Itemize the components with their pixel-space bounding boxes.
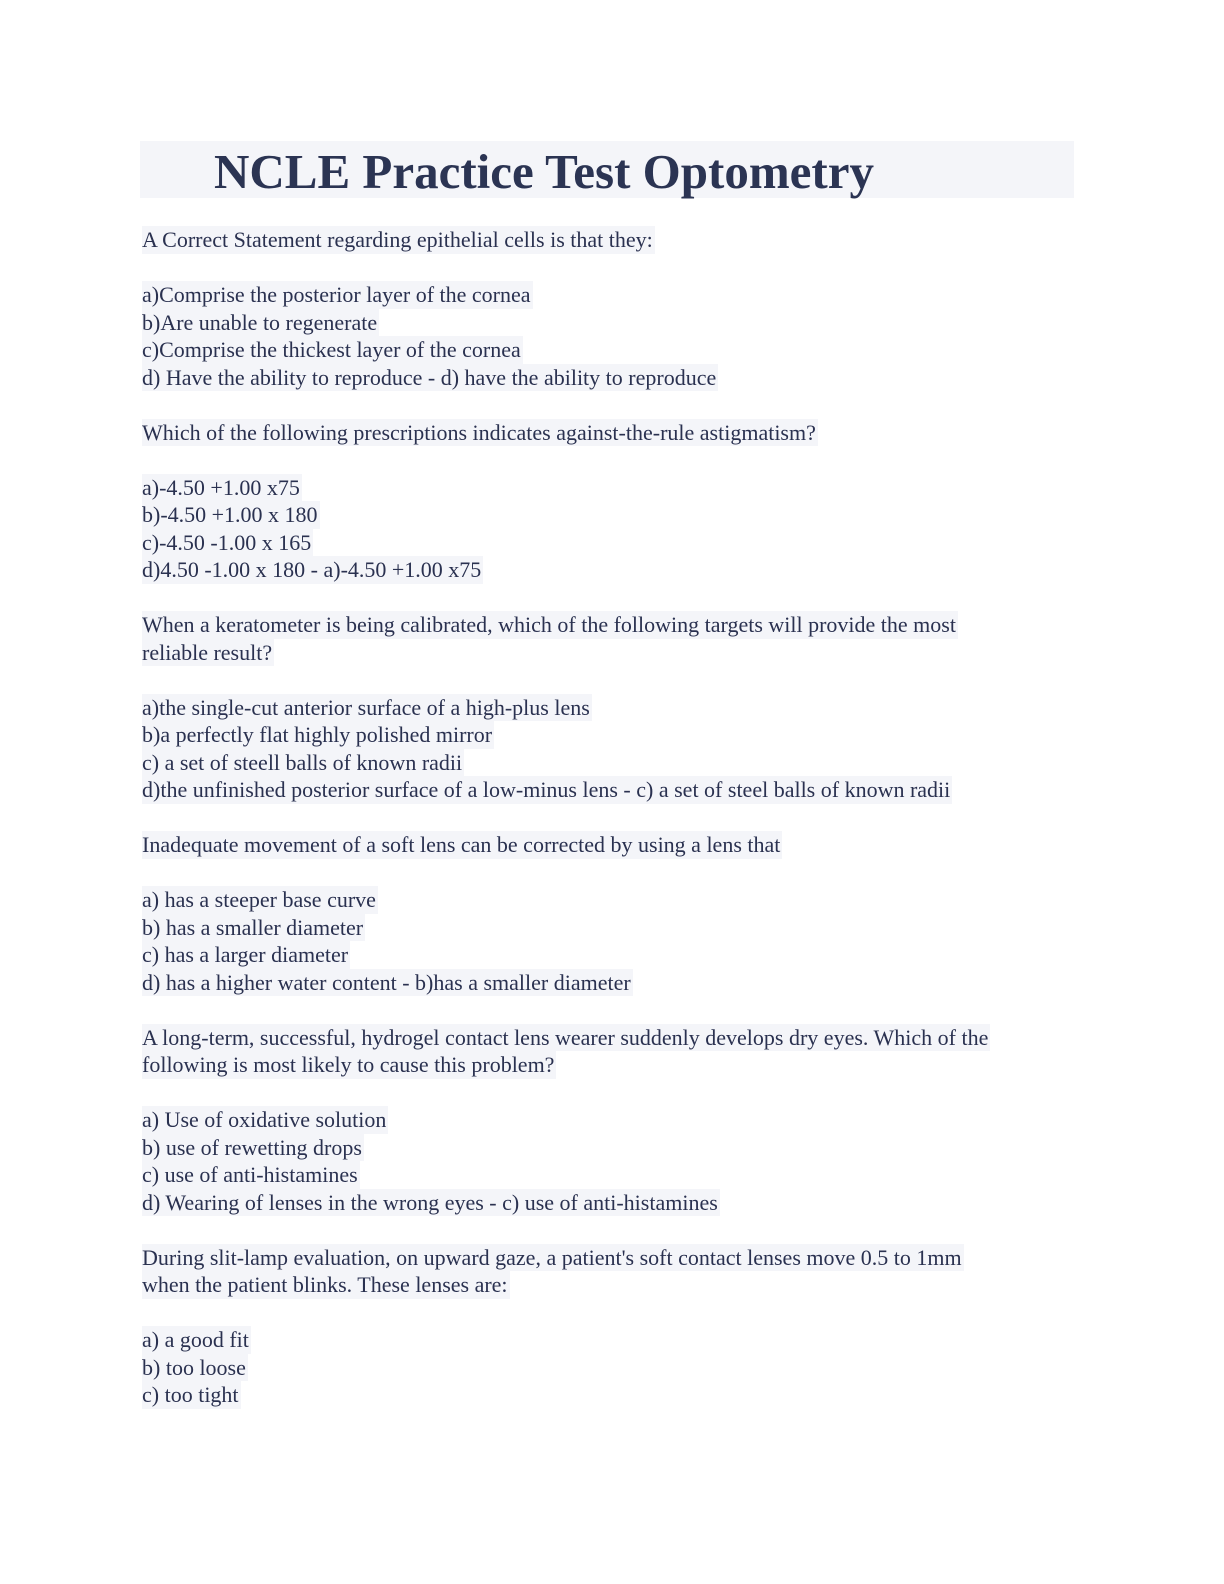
question-2 <box>142 419 1082 584</box>
answer-option: a)the single-cut anterior surface of a high-plus lens <box>142 694 590 720</box>
answer-option: a) Use of oxidative solution <box>142 1107 387 1132</box>
question-4 <box>142 831 1082 996</box>
answer-option: c) use of anti-histamines <box>142 1162 358 1187</box>
answer-option: d) Have the ability to reproduce - d) have the ability to reproduce <box>142 364 717 390</box>
answer-option: a) a good fit <box>142 1327 249 1352</box>
question-3 <box>142 611 1082 804</box>
answer-option: b) use of rewetting drops <box>142 1134 362 1160</box>
answer-option: a) has a steeper base curve <box>142 887 376 912</box>
answer-option: b)Are unable to regenerate <box>142 309 378 335</box>
answer-option: d) has a higher water content - b)has a smaller diameter <box>142 969 631 995</box>
answer-option: c)-4.50 -1.00 x 165 <box>142 529 312 555</box>
answer-option: b)a perfectly flat highly polished mirror <box>142 722 493 747</box>
title-band <box>140 141 1074 198</box>
question-stem: Inadequate movement of a soft lens can be corrected by using a lens that <box>142 832 781 857</box>
question-1 <box>142 226 1082 391</box>
answer-option: c) too tight <box>142 1382 239 1407</box>
question-5 <box>142 1024 1082 1217</box>
answer-option: b)-4.50 +1.00 x 180 <box>142 502 318 527</box>
question-stem: following is most likely to cause this problem? <box>142 1052 555 1077</box>
question-stem: When a keratometer is being calibrated, which of the following targets will provide the most <box>142 612 956 637</box>
question-list <box>142 226 1082 1409</box>
answer-option: c) a set of steell balls of known radii <box>142 749 463 775</box>
answer-option: b) has a smaller diameter <box>142 914 364 940</box>
question-stem: A Correct Statement regarding epithelial cells is that they: <box>142 227 653 252</box>
answer-option: a)Comprise the posterior layer of the cornea <box>142 282 531 307</box>
question-6 <box>142 1244 1082 1409</box>
question-stem: when the patient blinks. These lenses are: <box>142 1272 508 1297</box>
answer-option: c) has a larger diameter <box>142 942 349 967</box>
answer-option: d) Wearing of lenses in the wrong eyes - c) use of anti-histamines <box>142 1189 718 1215</box>
question-stem: A long-term, successful, hydrogel contact lens wearer suddenly develops dry eyes. Which of the <box>142 1024 989 1050</box>
page-title: NCLE Practice Test Optometry <box>214 144 874 199</box>
question-stem: reliable result? <box>142 639 273 665</box>
answer-option: b) too loose <box>142 1354 246 1380</box>
answer-option: a)-4.50 +1.00 x75 <box>142 474 300 500</box>
question-stem: Which of the following prescriptions indicates against-the-rule astigmatism? <box>142 419 816 445</box>
answer-option: d)4.50 -1.00 x 180 - a)-4.50 +1.00 x75 <box>142 557 482 582</box>
answer-option: d)the unfinished posterior surface of a low-minus lens - c) a set of steel balls of known radii <box>142 777 951 802</box>
answer-option: c)Comprise the thickest layer of the cornea <box>142 337 521 362</box>
question-stem: During slit-lamp evaluation, on upward gaze, a patient's soft contact lenses move 0.5 to 1mm <box>142 1244 962 1270</box>
